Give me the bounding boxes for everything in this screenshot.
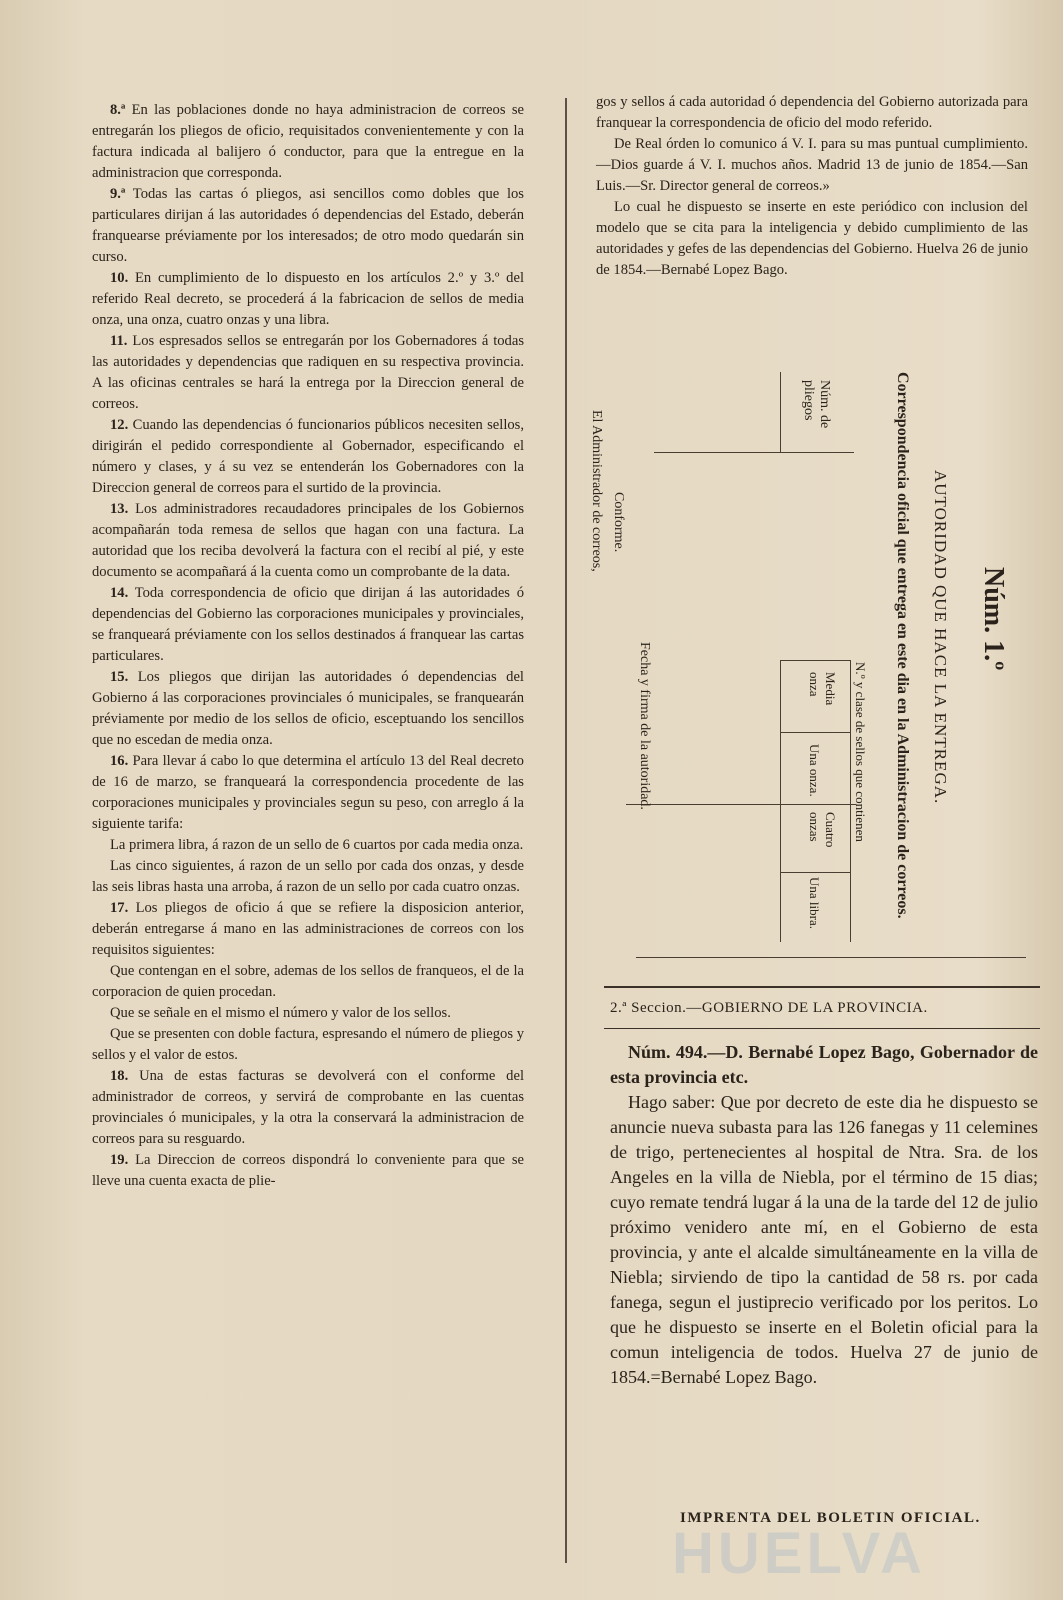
left-paragraph: [92, 667, 524, 751]
article-number: 12.: [110, 417, 129, 433]
article-number: 11.: [110, 333, 128, 349]
left-paragraph: [92, 331, 524, 415]
left-paragraph: [92, 856, 524, 898]
article-text: Las cinco siguientes, á razon de un sello por cada dos onzas, y desde las seis libras hasta una arroba, á razon de un sello por cada cuatro onzas.: [92, 858, 524, 895]
article-text: gos y sellos á cada autoridad ó dependencia del Gobierno autorizada para franquear la correspondencia de oficio del modo referido.: [596, 94, 1028, 131]
article-text: En cumplimiento de lo dispuesto en los artículos 2.º y 3.º del referido Real decreto, se procederá á la fabricacion de sellos de media onza, una onza, cuatro onzas y una libra.: [92, 270, 524, 328]
article-text: La Direccion de correos dispondrá lo conveniente para que se lleve una cuenta exacta de plie-: [92, 1152, 525, 1189]
left-paragraph: [92, 499, 524, 583]
article-number: 9.ª: [110, 186, 126, 202]
article-text: Los pliegos que dirijan las autoridades ó dependencias del Gobierno á las corporaciones provinciales ó municipales, se franquearán préviamente por medio de los sellos de oficio, esceptuando los sencillos que no escedan de media onza.: [92, 669, 524, 748]
form-rule: [780, 372, 781, 452]
left-paragraph: [92, 898, 524, 961]
left-paragraph: [92, 415, 524, 499]
left-paragraph: [92, 835, 524, 856]
form-rule: [780, 660, 850, 661]
fecha-firma-label: Fecha y firma de la autoridad.: [637, 642, 652, 810]
left-paragraph: [92, 1024, 524, 1066]
section-rule: [604, 986, 1040, 988]
article-text: Lo cual he dispuesto se inserte en este periódico con inclusion del modelo que se cita para la inteligencia y debido cumplimiento de las autoridades y gefes de las dependencias del Gobierno. Huelva 26 de junio de 1854.—Bernabé Lopez Bago.: [596, 199, 1028, 278]
left-paragraph: [92, 184, 524, 268]
huelva-watermark: HUELVA: [672, 1521, 926, 1586]
form-rule: [636, 957, 1026, 958]
article-text: Toda correspondencia de oficio que dirijan á las autoridades ó dependencias del Gobierno las corporaciones municipales y provinciales, se franqueará préviamente con los sellos destinados á franquear las cartas particulares.: [92, 585, 524, 664]
article-text: La primera libra, á razon de un sello de 6 cuartos por cada media onza.: [110, 837, 524, 853]
authority-header: AUTORIDAD QUE HACE LA ENTREGA.: [931, 470, 950, 805]
article-text: Cuando las dependencias ó funcionarios públicos necesiten sellos, dirigirán el pedido correspondiente al Gobernador, especificando el número y clases, y á su vez se entenderán los Gobernadores con la Direccion general de correos para el surtido de la provincia.: [92, 417, 524, 496]
article-text: Una de estas facturas se devolverá con el conforme del administrador de correos, y servirá de comprobante en las cuentas provinciales ó municipales, y la otra la conservará la administracion de correos para su resguardo.: [92, 1068, 524, 1147]
left-paragraph: [92, 961, 524, 1003]
notice-494: [610, 1040, 1038, 1390]
form-rule: [780, 660, 781, 942]
administrador-label: El Administrador de correos,: [589, 410, 604, 572]
article-number: 16.: [110, 753, 129, 769]
conforme-label: Conforme.: [611, 492, 626, 553]
clase-sellos-label: N.º y clase de sellos que contienen: [853, 662, 868, 842]
article-number: 8.ª: [110, 102, 126, 118]
article-text: En las poblaciones donde no haya administracion de correos se entregarán los pliegos de oficio, requisitados convenientemente y con la factura indicada al balijero ó conductor, para que la entregue en la administracion que corresponda.: [92, 102, 524, 181]
article-text: De Real órden lo comunico á V. I. para su mas puntual cumplimiento. —Dios guarde á V. I. muchos años. Madrid 13 de junio de 1854.—San Luis.—Sr. Director general de correos.»: [596, 136, 1028, 194]
right-column: [596, 92, 1028, 281]
article-text: Que se presenten con doble factura, espresando el número de pliegos y sellos y el valor de estos.: [92, 1026, 524, 1063]
article-text: Los pliegos de oficio á que se refiere la disposicion anterior, deberán entregarse á mano en las administraciones de correos con los requisitos siguientes:: [92, 900, 525, 958]
left-paragraph: [92, 1003, 524, 1024]
article-text: Todas las cartas ó pliegos, asi sencillos como dobles que los particulares dirijan á las autoridades ó dependencias del Estado, deberán franquearse préviamente por los interesados; de otro modo quedarán sin curso.: [92, 186, 524, 265]
article-text: Que contengan en el sobre, ademas de los sellos de franqueos, el de la corporacion de quien procedan.: [92, 963, 524, 1000]
article-text: Los espresados sellos se entregarán por los Gobernadores á todas las autoridades y dependencias que radiquen en su respectiva provincia. A las oficinas centrales se hará la entrega por la Direccion general de correos.: [92, 333, 524, 412]
form-rule: [654, 452, 854, 453]
article-text: Para llevar á cabo lo que determina el artículo 13 del Real decreto de 16 de marzo, se franqueará la correspondencia procedente de las corporaciones municipales y provinciales segun su peso, con arreglo á la siguiente tarifa:: [92, 753, 524, 832]
article-number: 10.: [110, 270, 129, 286]
notice-body: Hago saber: Que por decreto de este dia he dispuesto se anuncie nueva subasta para las 126 fanegas y 11 celemines de trigo, pertenecientes al hospital de Ntra. Sra. de los Angeles en la villa de Niebla, por el término de 15 dias; cuyo remate tendrá lugar á la una de la tarde del 12 de julio próximo venidero ante mí, en el Gobierno de esta provincia, y ante el alcalde simultáneamente en la villa de Niebla; sirviendo de tipo la cantidad de 58 rs. por cada fanega, segun el justiprecio verificado por los peritos. Lo que he dispuesto se inserte en el Boletin oficial para la comun inteligencia de todos. Huelva 27 de junio de 1854.=Bernabé Lopez Bago.: [610, 1092, 1038, 1387]
form-rule: [780, 872, 850, 873]
right-paragraph: [596, 134, 1028, 197]
notice-heading: Núm. 494.—D. Bernabé Lopez Bago, Gobernador de esta provincia etc.: [610, 1042, 1038, 1087]
left-paragraph: [92, 100, 524, 184]
cuatro-onzas-label: Cuatro onzas: [807, 812, 838, 848]
form-rule: [780, 804, 850, 805]
article-text: Que se señale en el mismo el número y valor de los sellos.: [110, 1005, 451, 1021]
left-paragraph: [92, 1150, 524, 1192]
delivery-form-model: [589, 372, 1032, 962]
media-onza-label: Media onza: [807, 672, 838, 706]
article-number: 17.: [110, 900, 129, 916]
left-column: [92, 100, 524, 1192]
article-text: Los administradores recaudadores principales de los Gobiernos acompañarán toda remesa de sellos que hagan con una factura. La autoridad que los reciba devolverá la factura con el recibí al pié, y este documento se acompañará á la cuenta como un comprobante de la data.: [92, 501, 524, 580]
printer-imprint: IMPRENTA DEL BOLETIN OFICIAL.: [680, 1510, 981, 1526]
right-paragraph: [596, 197, 1028, 281]
una-libra-label: Una libra.: [807, 877, 822, 929]
right-paragraph: [596, 92, 1028, 134]
column-divider: [565, 98, 567, 1563]
left-paragraph: [92, 583, 524, 667]
article-number: 18.: [110, 1068, 129, 1084]
form-rule: [780, 732, 850, 733]
article-number: 14.: [110, 585, 129, 601]
section-heading: 2.ª Seccion.—GOBIERNO DE LA PROVINCIA.: [610, 1000, 928, 1016]
correspondence-header: Correspondencia oficial que entrega en este dia en la Administracion de correos.: [894, 372, 911, 919]
form-number: Núm. 1.º: [978, 567, 1009, 671]
una-onza-label: Una onza.: [807, 744, 822, 797]
article-number: 15.: [110, 669, 129, 685]
num-pliegos-label: Núm. de pliegos: [801, 380, 832, 429]
left-paragraph: [92, 751, 524, 835]
left-paragraph: [92, 268, 524, 331]
section-rule: [604, 1028, 1040, 1029]
left-paragraph: [92, 1066, 524, 1150]
article-number: 13.: [110, 501, 129, 517]
article-number: 19.: [110, 1152, 129, 1168]
form-rule: [850, 660, 851, 942]
